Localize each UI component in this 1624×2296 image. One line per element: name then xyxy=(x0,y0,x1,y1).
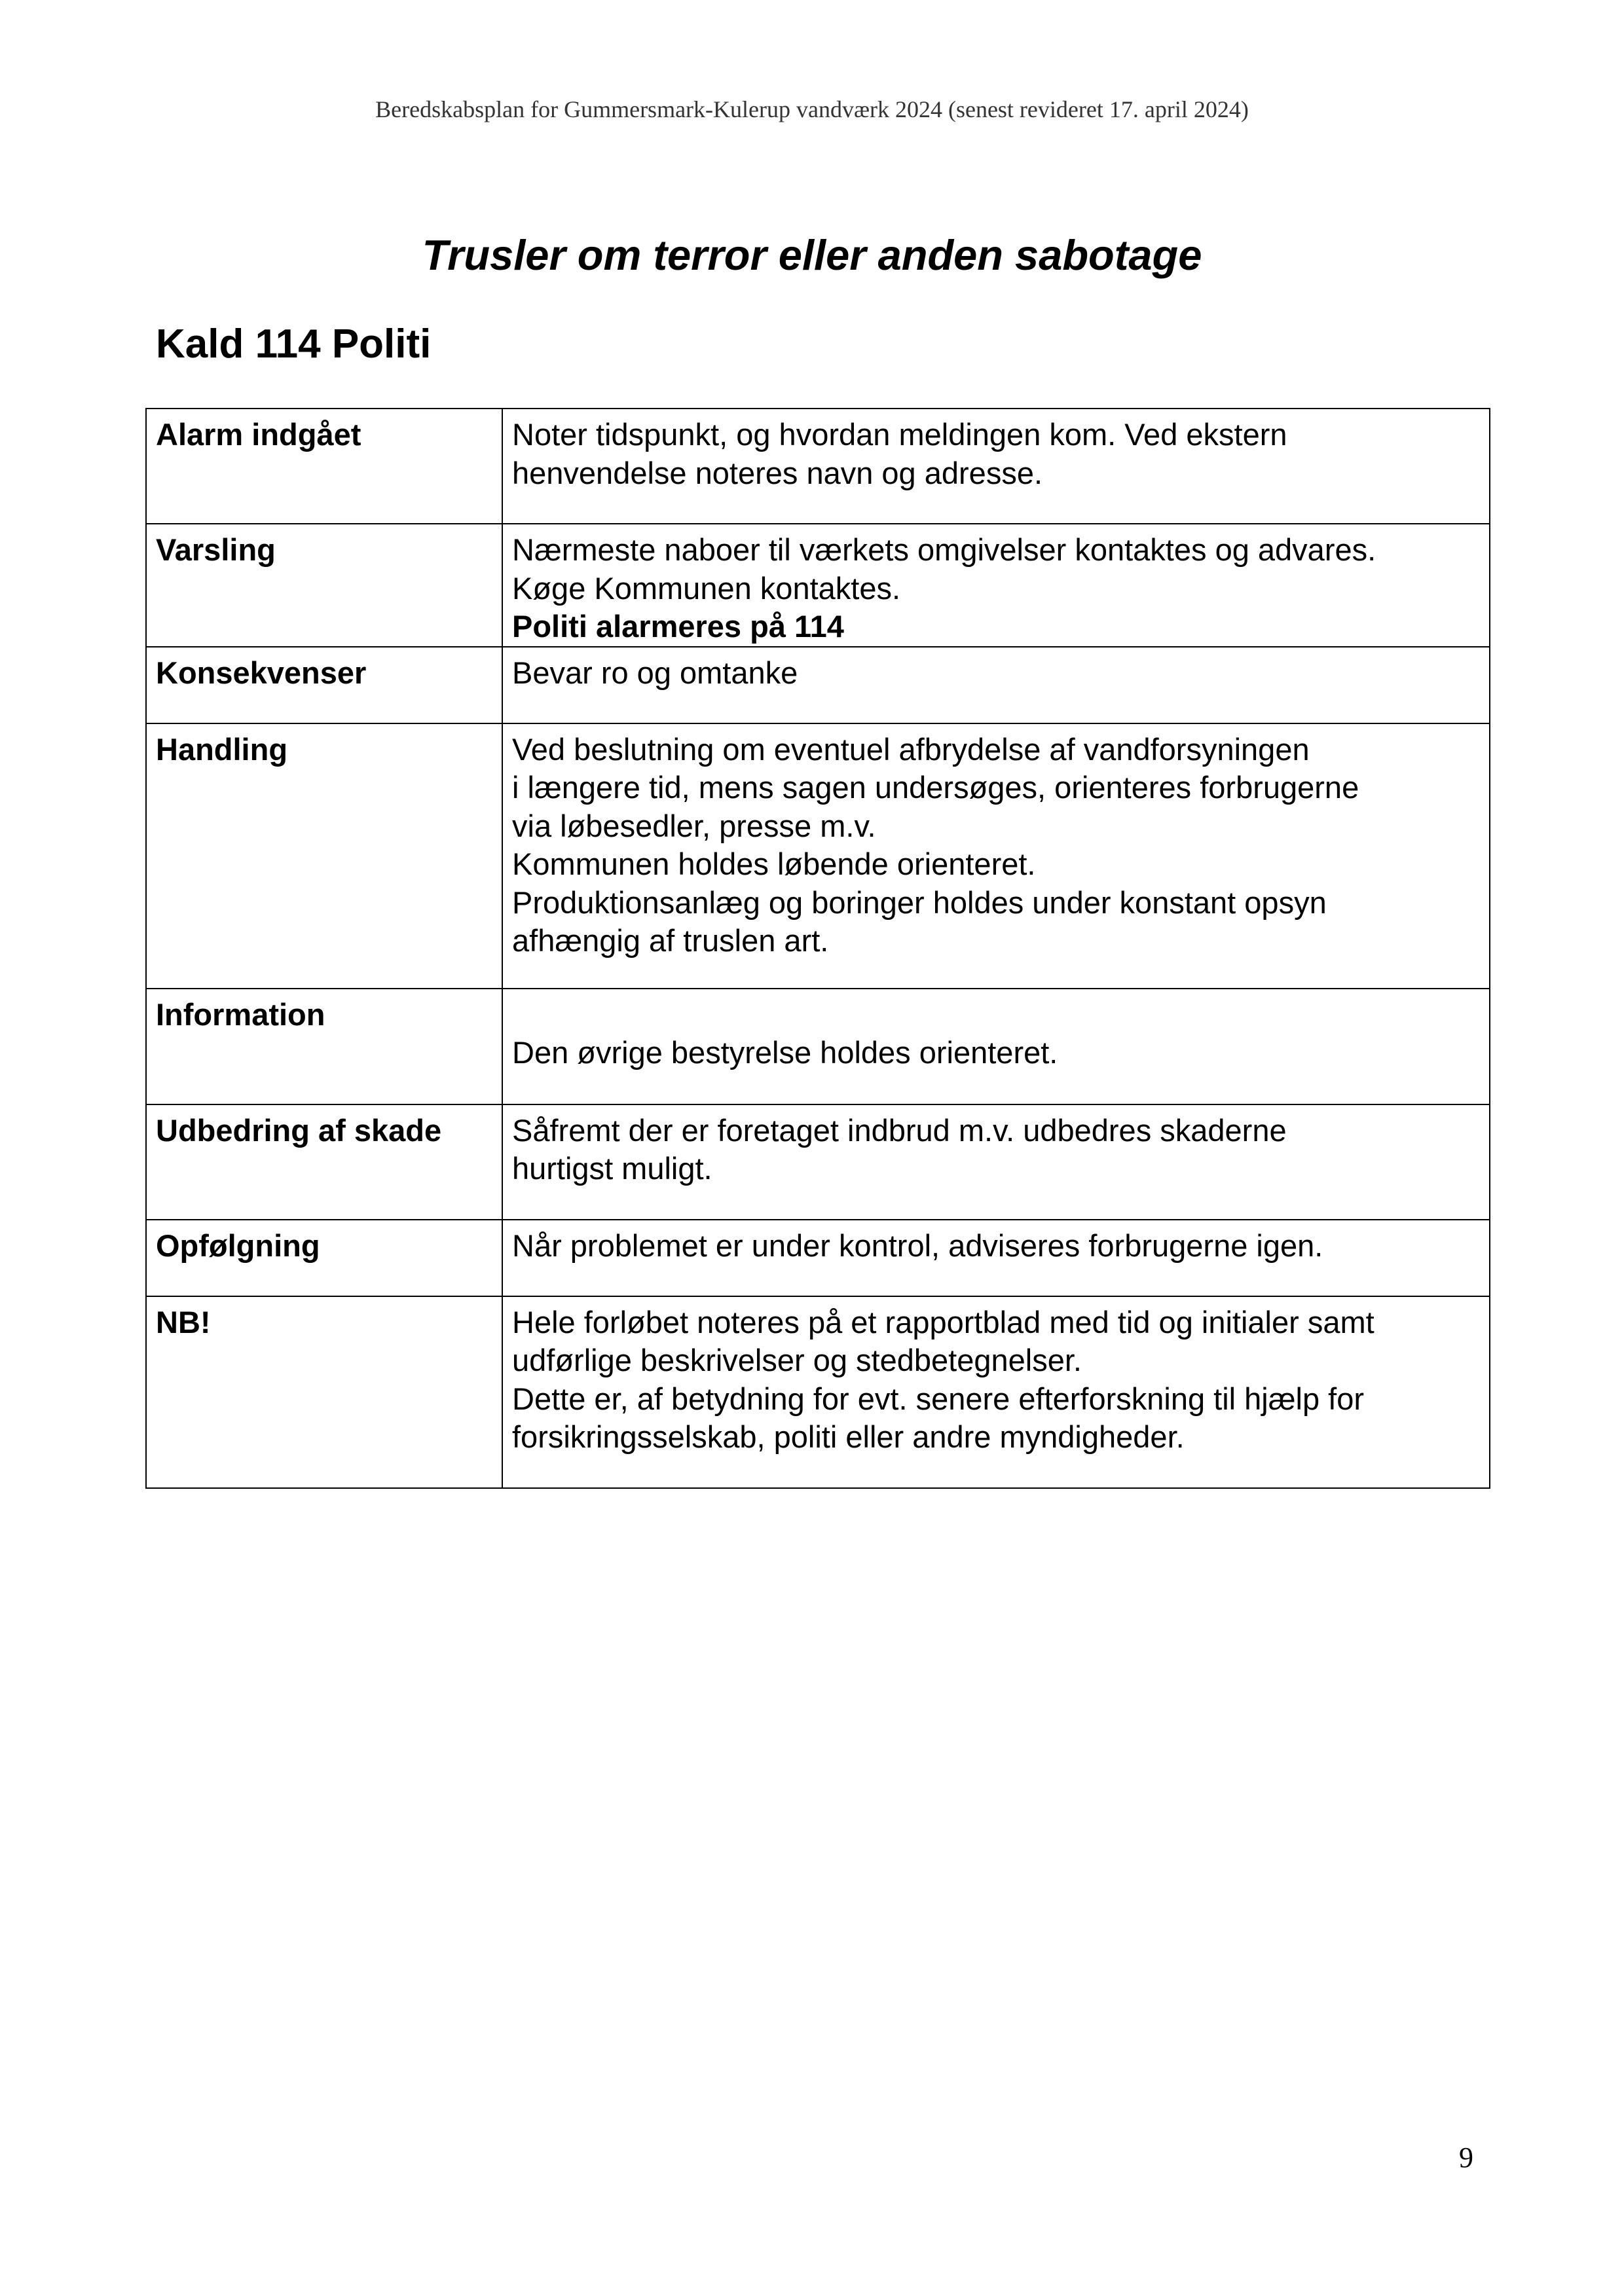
description-line: Produktionsanlæg og boringer holdes under konstant opsyn xyxy=(512,884,1327,920)
row-label: NB! xyxy=(146,1296,502,1488)
procedure-table xyxy=(145,408,1490,1489)
row-description xyxy=(502,524,1490,647)
row-description xyxy=(502,723,1490,989)
description-line: henvendelse noteres navn og adresse. xyxy=(512,455,1043,490)
description-line: Dette er, af betydning for evt. senere efterforskning til hjælp for xyxy=(512,1381,1365,1416)
table-row xyxy=(146,723,1490,989)
table-row xyxy=(146,1296,1490,1488)
table-row xyxy=(146,1104,1490,1220)
description-line: udførlige beskrivelser og stedbetegnelser. xyxy=(512,1343,1082,1377)
table-row xyxy=(146,524,1490,647)
description-line: hurtigst muligt. xyxy=(512,1151,712,1186)
document-subtitle: Kald 114 Politi xyxy=(156,321,432,367)
row-label: Handling xyxy=(146,723,502,989)
description-line xyxy=(512,996,1480,1034)
row-description xyxy=(502,989,1490,1104)
table-row xyxy=(146,409,1490,524)
running-header: Beredskabsplan for Gummersmark-Kulerup vandværk 2024 (senest revideret 17. april 2024) xyxy=(375,96,1249,122)
row-label: Konsekvenser xyxy=(146,647,502,723)
description-line: Den øvrige bestyrelse holdes orienteret. xyxy=(512,1035,1058,1070)
description-line: Politi alarmeres på 114 xyxy=(512,609,844,644)
description-line: Bevar ro og omtanke xyxy=(512,655,798,690)
page-number: 9 xyxy=(1459,2141,1473,2174)
description-line: Køge Kommunen kontaktes. xyxy=(512,570,901,606)
description-line: Nærmeste naboer til værkets omgivelser kontaktes og advares. xyxy=(512,532,1376,567)
row-description xyxy=(502,647,1490,723)
row-label: Information xyxy=(146,989,502,1104)
row-description xyxy=(502,1220,1490,1296)
procedure-table-body xyxy=(146,409,1490,1488)
description-line: via løbesedler, presse m.v. xyxy=(512,808,876,843)
row-label: Varsling xyxy=(146,524,502,647)
row-label: Udbedring af skade xyxy=(146,1104,502,1220)
document-title: Trusler om terror eller anden sabotage xyxy=(422,231,1202,279)
description-line: Såfremt der er foretaget indbrud m.v. udbedres skaderne xyxy=(512,1112,1287,1148)
row-description xyxy=(502,409,1490,524)
table-row xyxy=(146,647,1490,723)
row-label: Opfølgning xyxy=(146,1220,502,1296)
description-line: Hele forløbet noteres på et rapportblad med tid og initialer samt xyxy=(512,1304,1375,1339)
description-line: Noter tidspunkt, og hvordan meldingen kom. Ved ekstern xyxy=(512,417,1287,452)
description-line: Ved beslutning om eventuel afbrydelse af vandforsyningen xyxy=(512,731,1310,767)
table-row xyxy=(146,1220,1490,1296)
row-label: Alarm indgået xyxy=(146,409,502,524)
description-line: forsikringsselskab, politi eller andre myndigheder. xyxy=(512,1419,1185,1454)
row-description xyxy=(502,1104,1490,1220)
description-line: afhængig af truslen art. xyxy=(512,923,829,958)
description-line: Når problemet er under kontrol, adviseres forbrugerne igen. xyxy=(512,1228,1323,1263)
description-line: Kommunen holdes løbende orienteret. xyxy=(512,847,1036,881)
table-row xyxy=(146,989,1490,1104)
row-description xyxy=(502,1296,1490,1488)
description-line: i længere tid, mens sagen undersøges, orienteres forbrugerne xyxy=(512,770,1359,805)
